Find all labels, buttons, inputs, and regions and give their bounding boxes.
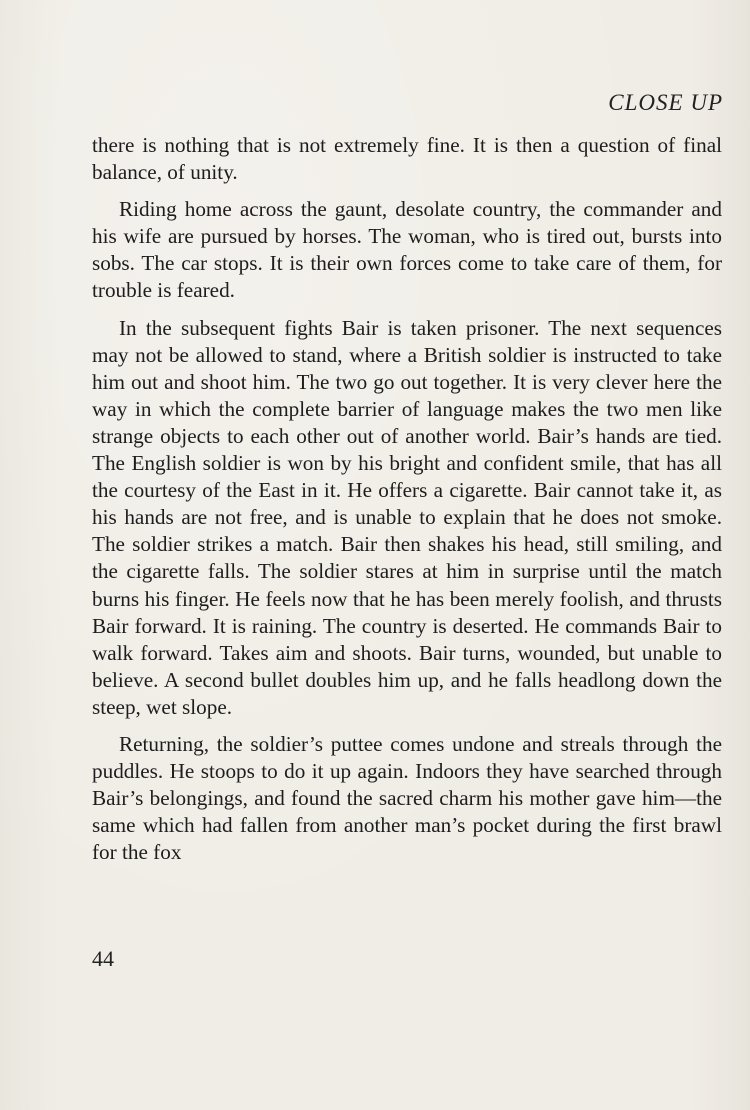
running-head: CLOSE UP bbox=[608, 90, 723, 115]
paragraph-riding-home: Riding home across the gaunt, desolate country, the commander and his wife are pursued by horses. The woman, who is tired out, bursts into sobs. The car stops. It is their own forces come to take care of them, for trouble is feared. bbox=[92, 197, 722, 303]
page-number: 44 bbox=[92, 946, 114, 971]
body-text bbox=[92, 132, 722, 876]
paragraph-subsequent-fights: In the subsequent fights Bair is taken prisoner. The next sequences may not be allowed to stand, where a British soldier is instructed to take him out and shoot him. The two go out together. It is very clever here the way in which the complete barrier of language makes the two men like strange objects to each other out of another world. Bair’s hands are tied. The English soldier is won by his bright and confident smile, that has all the courtesy of the East in it. He offers a cigarette. Bair cannot take it, as his hands are not free, and is unable to explain that he does not smoke. The soldier strikes a match. Bair then shakes his head, still smiling, and the cigarette falls. The soldier stares at him in surprise until the match burns his finger. He feels now that he has been merely foolish, and thrusts Bair forward. It is raining. The country is deserted. He commands Bair to walk forward. Takes aim and shoots. Bair turns, wounded, but unable to believe. A second bullet doubles him up, and he falls headlong down the steep, wet slope. bbox=[92, 315, 722, 719]
paragraph-returning: Returning, the soldier’s puttee comes undone and streals through the puddles. He stoops to do it up again. Indoors they have searched through Bair’s belongings, and found the sacred charm his mother gave him—the same which had fallen from another man’s pocket during the first brawl for the fox bbox=[92, 731, 722, 865]
paragraph-continuation: there is nothing that is not extremely fine. It is then a question of final balance, of unity. bbox=[92, 133, 722, 185]
